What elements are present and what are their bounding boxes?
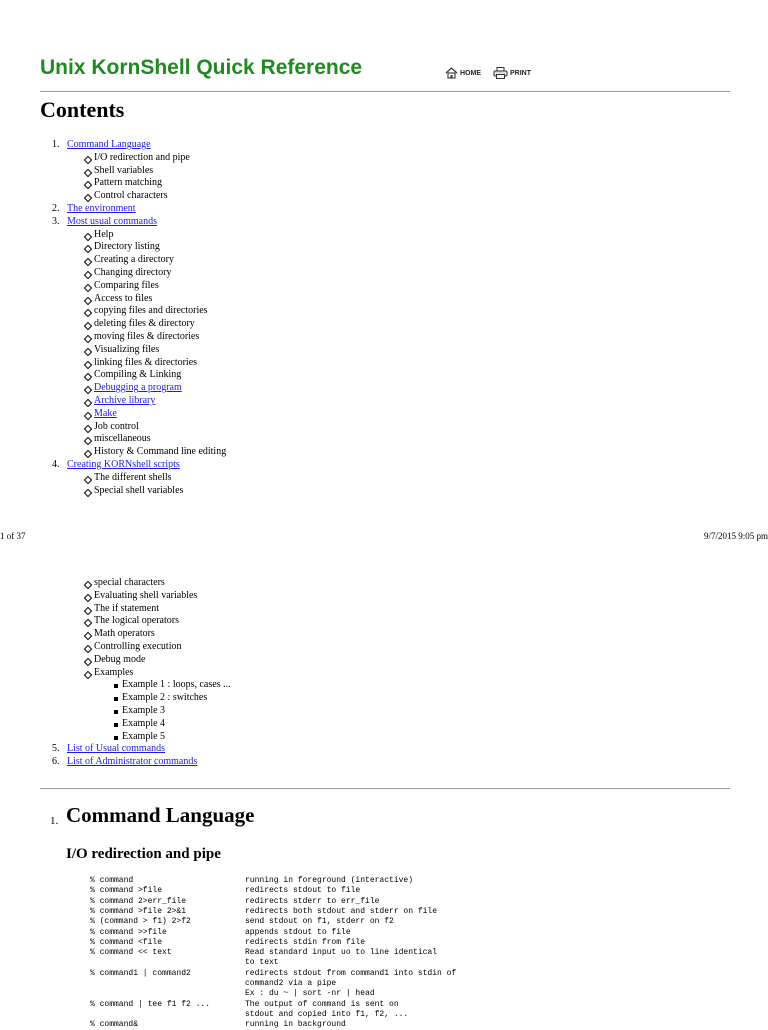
toc-label: moving files & directories [94, 330, 200, 342]
toc-label: linking files & directories [94, 356, 198, 368]
header-divider [40, 91, 730, 92]
toc-item-the-if-statement [40, 603, 231, 616]
description-line: The output of command is sent on [245, 999, 399, 1009]
toc-item-example-2-switches [40, 692, 231, 705]
command-syntax: % (command > f1) 2>f2 [90, 917, 191, 927]
subsection-title: I/O redirection and pipe [66, 846, 221, 862]
printer-icon [493, 67, 508, 79]
toc-label: Math operators [94, 628, 155, 640]
toc-label: Example 4 [122, 717, 166, 729]
toc-label: Special shell variables [94, 484, 184, 496]
table-of-contents [40, 139, 226, 497]
toc-label: Pattern matching [94, 177, 163, 189]
toc-label: Directory listing [94, 241, 160, 253]
toc-label: Access to files [94, 292, 153, 304]
toc-item-compiling-linking [40, 369, 226, 382]
toc-item-number: 6. [52, 756, 60, 768]
toc-label: Shell variables [94, 164, 154, 176]
home-button[interactable] [445, 67, 481, 79]
command-syntax: % command >file 2>&1 [90, 906, 187, 916]
toc-item-archive-library[interactable] [40, 395, 226, 408]
toc-label: Example 3 [122, 704, 166, 716]
section-number: 1. [50, 815, 59, 827]
toc-item-make[interactable] [40, 408, 226, 421]
toc-label: Help [94, 228, 114, 240]
toc-item-example-4 [40, 718, 231, 731]
description-line: stdout and copied into f1, f2, ... [245, 1009, 409, 1019]
toc-item-most-usual-commands[interactable] [40, 216, 226, 229]
toc-link[interactable]: Debugging a program [94, 382, 182, 394]
toc-item-linking-files-directories [40, 357, 226, 370]
toc-link[interactable]: Creating KORNshell scripts [67, 458, 180, 470]
toc-link[interactable]: List of Usual commands [67, 743, 166, 755]
description-line: redirects stdin from file [245, 937, 366, 947]
toc-item-directory-listing [40, 241, 226, 254]
command-syntax: % command >file [90, 886, 163, 896]
command-syntax: % command | tee f1 f2 ... [90, 999, 211, 1009]
command-description [245, 917, 394, 927]
command-description [245, 886, 360, 896]
toc-item-deleting-files-directory [40, 318, 226, 331]
toc-label: deleting files & directory [94, 318, 195, 330]
print-label: PRINT [510, 69, 531, 77]
toc-item-examples [40, 667, 231, 680]
toc-label: Debug mode [94, 653, 146, 665]
toc-item-command-language[interactable] [40, 139, 226, 152]
command-description [245, 907, 437, 917]
description-line: send stdout on f1, stderr on f2 [245, 917, 394, 927]
toc-label: The different shells [94, 471, 172, 483]
toc-item-copying-files-and-directories [40, 305, 226, 318]
toc-label: Examples [94, 666, 134, 678]
page-title: Unix KornShell Quick Reference [40, 56, 363, 79]
toc-item-creating-kornshell-scripts[interactable] [40, 459, 226, 472]
toc-label: The if statement [94, 602, 159, 614]
toc-item-history-command-line-editing [40, 446, 226, 459]
description-line: Ex : du ~ | sort -nr | head [245, 989, 375, 999]
toc-item-shell-variables [40, 165, 226, 178]
description-line: redirects stdout from command1 into stdin of [245, 968, 457, 978]
home-icon [445, 67, 458, 79]
toc-item-evaluating-shell-variables [40, 590, 231, 603]
toc-label: Comparing files [94, 279, 159, 291]
toc-label: I/O redirection and pipe [94, 151, 190, 163]
toc-label: History & Command line editing [94, 446, 227, 458]
toc-link[interactable]: List of Administrator commands [67, 756, 198, 768]
command-syntax: % command 2>err_file [90, 896, 187, 906]
toc-item-comparing-files [40, 280, 226, 293]
toc-label: Visualizing files [94, 343, 160, 355]
command-syntax: % command <file [90, 937, 163, 947]
section-title: Command Language [66, 803, 255, 827]
description-line: command2 via a pipe [245, 978, 337, 988]
toc-label: Controlling execution [94, 640, 182, 652]
toc-item-list-of-administrator-commands[interactable] [40, 756, 231, 769]
toc-item-miscellaneous [40, 433, 226, 446]
command-description [245, 969, 456, 1000]
contents-heading: Contents [40, 97, 125, 122]
toc-link[interactable]: Make [94, 407, 117, 419]
toc-item-number: 2. [52, 202, 60, 214]
command-description [245, 1020, 346, 1030]
toc-item-access-to-files [40, 293, 226, 306]
toc-item-example-5 [40, 731, 231, 744]
toc-label: miscellaneous [94, 433, 151, 445]
toc-item-debug-mode [40, 654, 231, 667]
toc-link[interactable]: Command Language [67, 139, 151, 150]
toc-item-number: 4. [52, 458, 60, 470]
toc-item-control-characters [40, 190, 226, 203]
print-button[interactable] [493, 67, 531, 79]
page-number: 1 of 37 [0, 531, 26, 541]
description-line: running in foreground (interactive) [245, 876, 414, 885]
toc-item-help [40, 229, 226, 242]
toc-item-number: 3. [52, 215, 60, 227]
toc-item-number: 1. [52, 139, 60, 150]
toc-item-list-of-usual-commands[interactable] [40, 743, 231, 756]
toc-link[interactable]: The environment [67, 202, 136, 214]
toc-label: copying files and directories [94, 305, 208, 317]
toc-item-special-characters [40, 577, 231, 590]
toc-label: The logical operators [94, 615, 179, 627]
toc-item-visualizing-files [40, 344, 226, 357]
toc-label: Job control [94, 420, 139, 432]
description-line: appends stdout to file [245, 927, 351, 937]
section-divider [40, 788, 730, 789]
command-description [245, 876, 413, 886]
toc-label: Compiling & Linking [94, 369, 182, 381]
toc-item-the-logical-operators [40, 615, 231, 628]
toc-item-the-environment[interactable] [40, 203, 226, 216]
print-timestamp: 9/7/2015 9:05 pm [704, 531, 768, 541]
toc-link[interactable]: Most usual commands [67, 215, 157, 227]
toc-label: Example 1 : loops, cases ... [122, 679, 231, 691]
description-line: running in background [245, 1020, 346, 1030]
command-description [245, 897, 379, 907]
toc-item-creating-a-directory [40, 254, 226, 267]
toc-item-i-o-redirection-and-pipe [40, 152, 226, 165]
toc-item-the-different-shells [40, 472, 226, 485]
toc-item-math-operators [40, 628, 231, 641]
toc-label: Control characters [94, 190, 168, 202]
description-line: Read standard input uo to line identical [245, 948, 438, 958]
command-syntax: % command& [90, 1020, 139, 1030]
toc-item-job-control [40, 421, 226, 434]
toc-item-changing-directory [40, 267, 226, 280]
description-line: redirects stderr to err_file [245, 896, 380, 906]
command-syntax: % command << text [90, 948, 172, 958]
toc-item-example-1-loops-cases [40, 679, 231, 692]
toc-label: Example 2 : switches [122, 692, 208, 704]
toc-item-pattern-matching [40, 177, 226, 190]
toc-link[interactable]: Archive library [94, 394, 156, 406]
command-syntax: % command1 | command2 [90, 968, 191, 978]
toc-item-moving-files-directories [40, 331, 226, 344]
toc-item-special-shell-variables [40, 485, 226, 498]
description-line: to text [245, 958, 279, 968]
toc-label: Changing directory [94, 266, 172, 278]
table-of-contents-continued [40, 577, 231, 769]
command-description [245, 938, 365, 948]
home-label: HOME [460, 69, 481, 77]
toc-item-debugging-a-program[interactable] [40, 382, 226, 395]
description-line: redirects both stdout and stderr on file [245, 906, 438, 916]
toc-label: special characters [94, 577, 165, 588]
toc-item-number: 5. [52, 743, 60, 755]
toc-label: Example 5 [122, 730, 166, 742]
command-description [245, 1000, 408, 1021]
toc-label: Creating a directory [94, 254, 174, 266]
toc-label: Evaluating shell variables [94, 589, 198, 601]
command-description [245, 928, 351, 938]
command-syntax: % command >>file [90, 927, 167, 937]
toc-item-controlling-execution [40, 641, 231, 654]
command-description [245, 948, 437, 969]
command-syntax: % command [90, 876, 134, 885]
toc-item-example-3 [40, 705, 231, 718]
description-line: redirects stdout to file [245, 886, 361, 896]
